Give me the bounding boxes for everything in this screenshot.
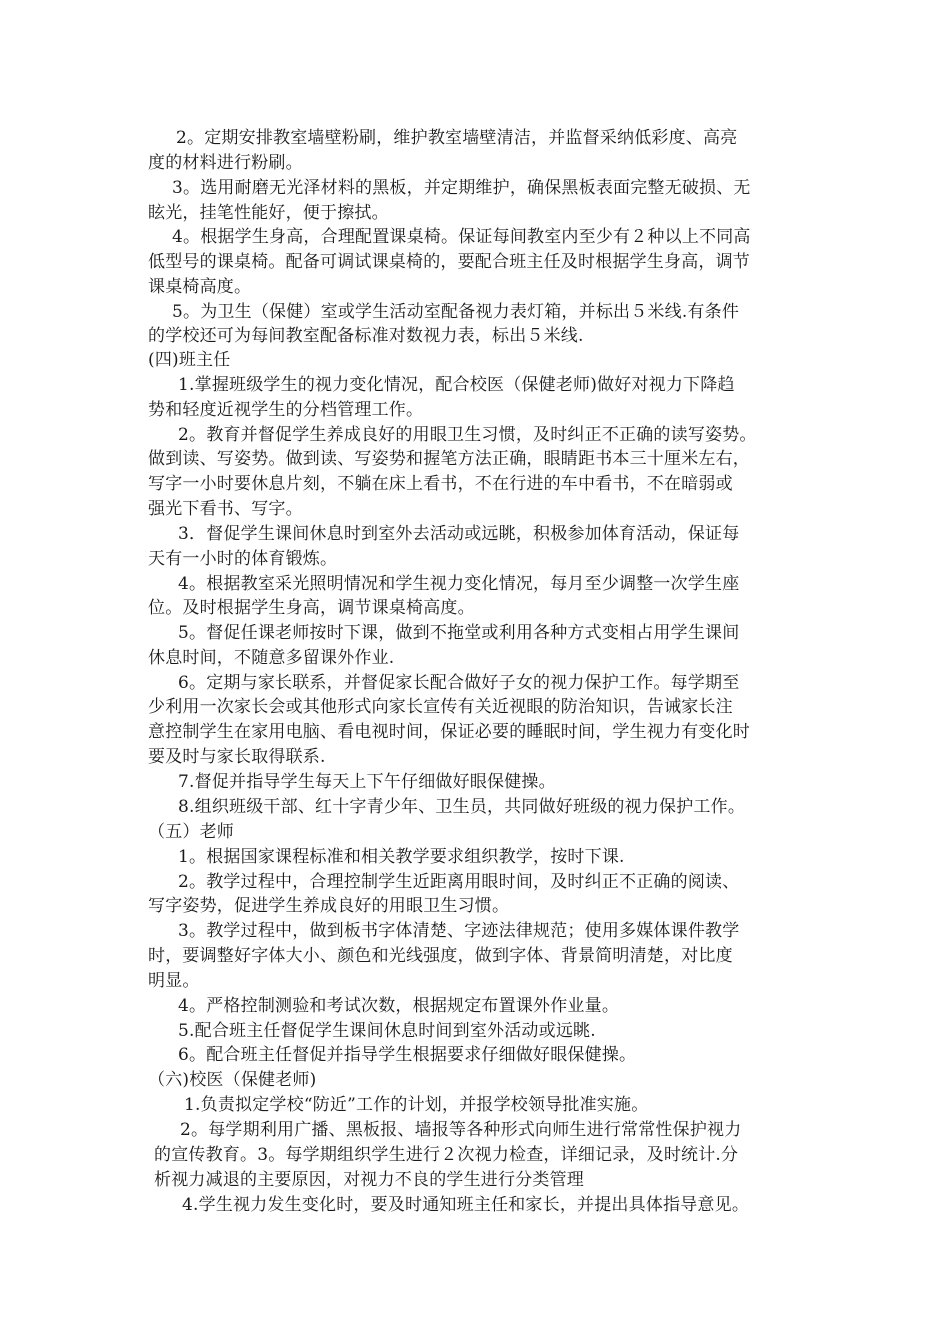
- paragraph-line: 时，要调整好字体大小、颜色和光线强度，做到字体、背景简明清楚，对比度: [148, 946, 733, 966]
- paragraph-line: 6。配合班主任督促并指导学生根据要求仔细做好眼保健操。: [178, 1045, 637, 1065]
- paragraph-line: 6。定期与家长联系，并督促家长配合做好子女的视力保护工作。每学期至: [178, 673, 740, 693]
- paragraph-line: 强光下看书、写字。: [148, 499, 303, 519]
- paragraph-line: 4。根据教室采光照明情况和学生视力变化情况，每月至少调整一次学生座: [178, 574, 740, 594]
- paragraph-line: 8.组织班级干部、红十字青少年、卫生员，共同做好班级的视力保护工作。: [178, 797, 746, 817]
- paragraph-line: 少利用一次家长会或其他形式向家长宣传有关近视眼的防治知识，告诫家长注: [148, 697, 733, 717]
- paragraph-line: 3。选用耐磨无光泽材料的黑板，并定期维护，确保黑板表面完整无破损、无: [172, 178, 751, 198]
- paragraph-line: 5。为卫生（保健）室或学生活动室配备视力表灯箱，并标出５米线.有条件: [172, 302, 740, 322]
- paragraph-line: 4。根据学生身高，合理配置课桌椅。保证每间教室内至少有２种以上不同高: [172, 227, 751, 247]
- paragraph-line: 度的材料进行粉刷。: [148, 153, 303, 173]
- paragraph-line: 7.督促并指导学生每天上下午仔细做好眼保健操。: [178, 772, 556, 792]
- paragraph-line: 势和轻度近视学生的分档管理工作。: [148, 400, 424, 420]
- paragraph-line: 3．督促学生课间休息时到室外去活动或远眺，积极参加体育活动，保证每: [178, 524, 740, 544]
- paragraph-line: 明显。: [148, 971, 200, 991]
- section-heading: (四)班主任: [148, 350, 231, 370]
- paragraph-line: 的学校还可为每间教室配备标准对数视力表，标出５米线.: [148, 326, 584, 346]
- paragraph-line: 1.掌握班级学生的视力变化情况，配合校医（保健老师)做好对视力下降趋: [178, 375, 735, 395]
- paragraph-line: 4.学生视力发生变化时，要及时通知班主任和家长，并提出具体指导意见。: [182, 1195, 750, 1215]
- paragraph-line: 写字一小时要休息片刻，不躺在床上看书，不在行进的车中看书，不在暗弱或: [148, 474, 733, 494]
- paragraph-line: 位。及时根据学生身高，调节课桌椅高度。: [148, 598, 475, 618]
- paragraph-line: 休息时间，不随意多留课外作业.: [148, 648, 395, 668]
- paragraph-line: 眩光，挂笔性能好，便于擦拭。: [148, 203, 389, 223]
- paragraph-line: 低型号的课桌椅。配备可调试课桌椅的，要配合班主任及时根据学生身高，调节: [148, 252, 750, 272]
- paragraph-line: 5。督促任课老师按时下课，做到不拖堂或利用各种方式变相占用学生课间: [178, 623, 740, 643]
- section-heading: （六)校医（保健老师): [148, 1070, 317, 1090]
- paragraph-line: 的宣传教育。3。每学期组织学生进行２次视力检查，详细记录，及时统计.分: [154, 1145, 739, 1165]
- paragraph-line: 1。根据国家课程标准和相关教学要求组织教学，按时下课.: [178, 847, 625, 867]
- paragraph-line: 做到读、写姿势。做到读、写姿势和握笔方法正确，眼睛距书本三十厘米左右，: [148, 449, 750, 469]
- paragraph-line: 4。严格控制测验和考试次数，根据规定布置课外作业量。: [178, 996, 620, 1016]
- paragraph-line: 2。教学过程中，合理控制学生近距离用眼时间，及时纠正不正确的阅读、: [178, 872, 740, 892]
- paragraph-line: 2。教育并督促学生养成良好的用眼卫生习惯，及时纠正不正确的读写姿势。: [178, 425, 757, 445]
- paragraph-line: 写字姿势，促进学生养成良好的用眼卫生习惯。: [148, 896, 510, 916]
- paragraph-line: 意控制学生在家用电脑、看电视时间，保证必要的睡眠时间，学生视力有变化时: [148, 722, 750, 742]
- paragraph-line: 2。定期安排教室墙壁粉刷，维护教室墙壁清洁，并监督采纳低彩度、高亮: [176, 128, 738, 148]
- paragraph-line: 1.负责拟定学校“防近”工作的计划，并报学校领导批准实施。: [184, 1095, 649, 1115]
- section-heading: （五）老师: [148, 822, 234, 842]
- paragraph-line: 课桌椅高度。: [148, 277, 252, 297]
- paragraph-line: 3。教学过程中，做到板书字体清楚、字迹法律规范；使用多媒体课件教学: [178, 921, 740, 941]
- paragraph-line: 5.配合班主任督促学生课间休息时间到室外活动或远眺.: [178, 1021, 596, 1041]
- paragraph-line: 要及时与家长取得联系.: [148, 747, 326, 767]
- paragraph-line: 2。每学期利用广播、黑板报、墙报等各种形式向师生进行常常性保护视力: [180, 1120, 742, 1140]
- paragraph-line: 天有一小时的体育锻炼。: [148, 549, 338, 569]
- paragraph-line: 析视力减退的主要原因，对视力不良的学生进行分类管理: [154, 1170, 584, 1190]
